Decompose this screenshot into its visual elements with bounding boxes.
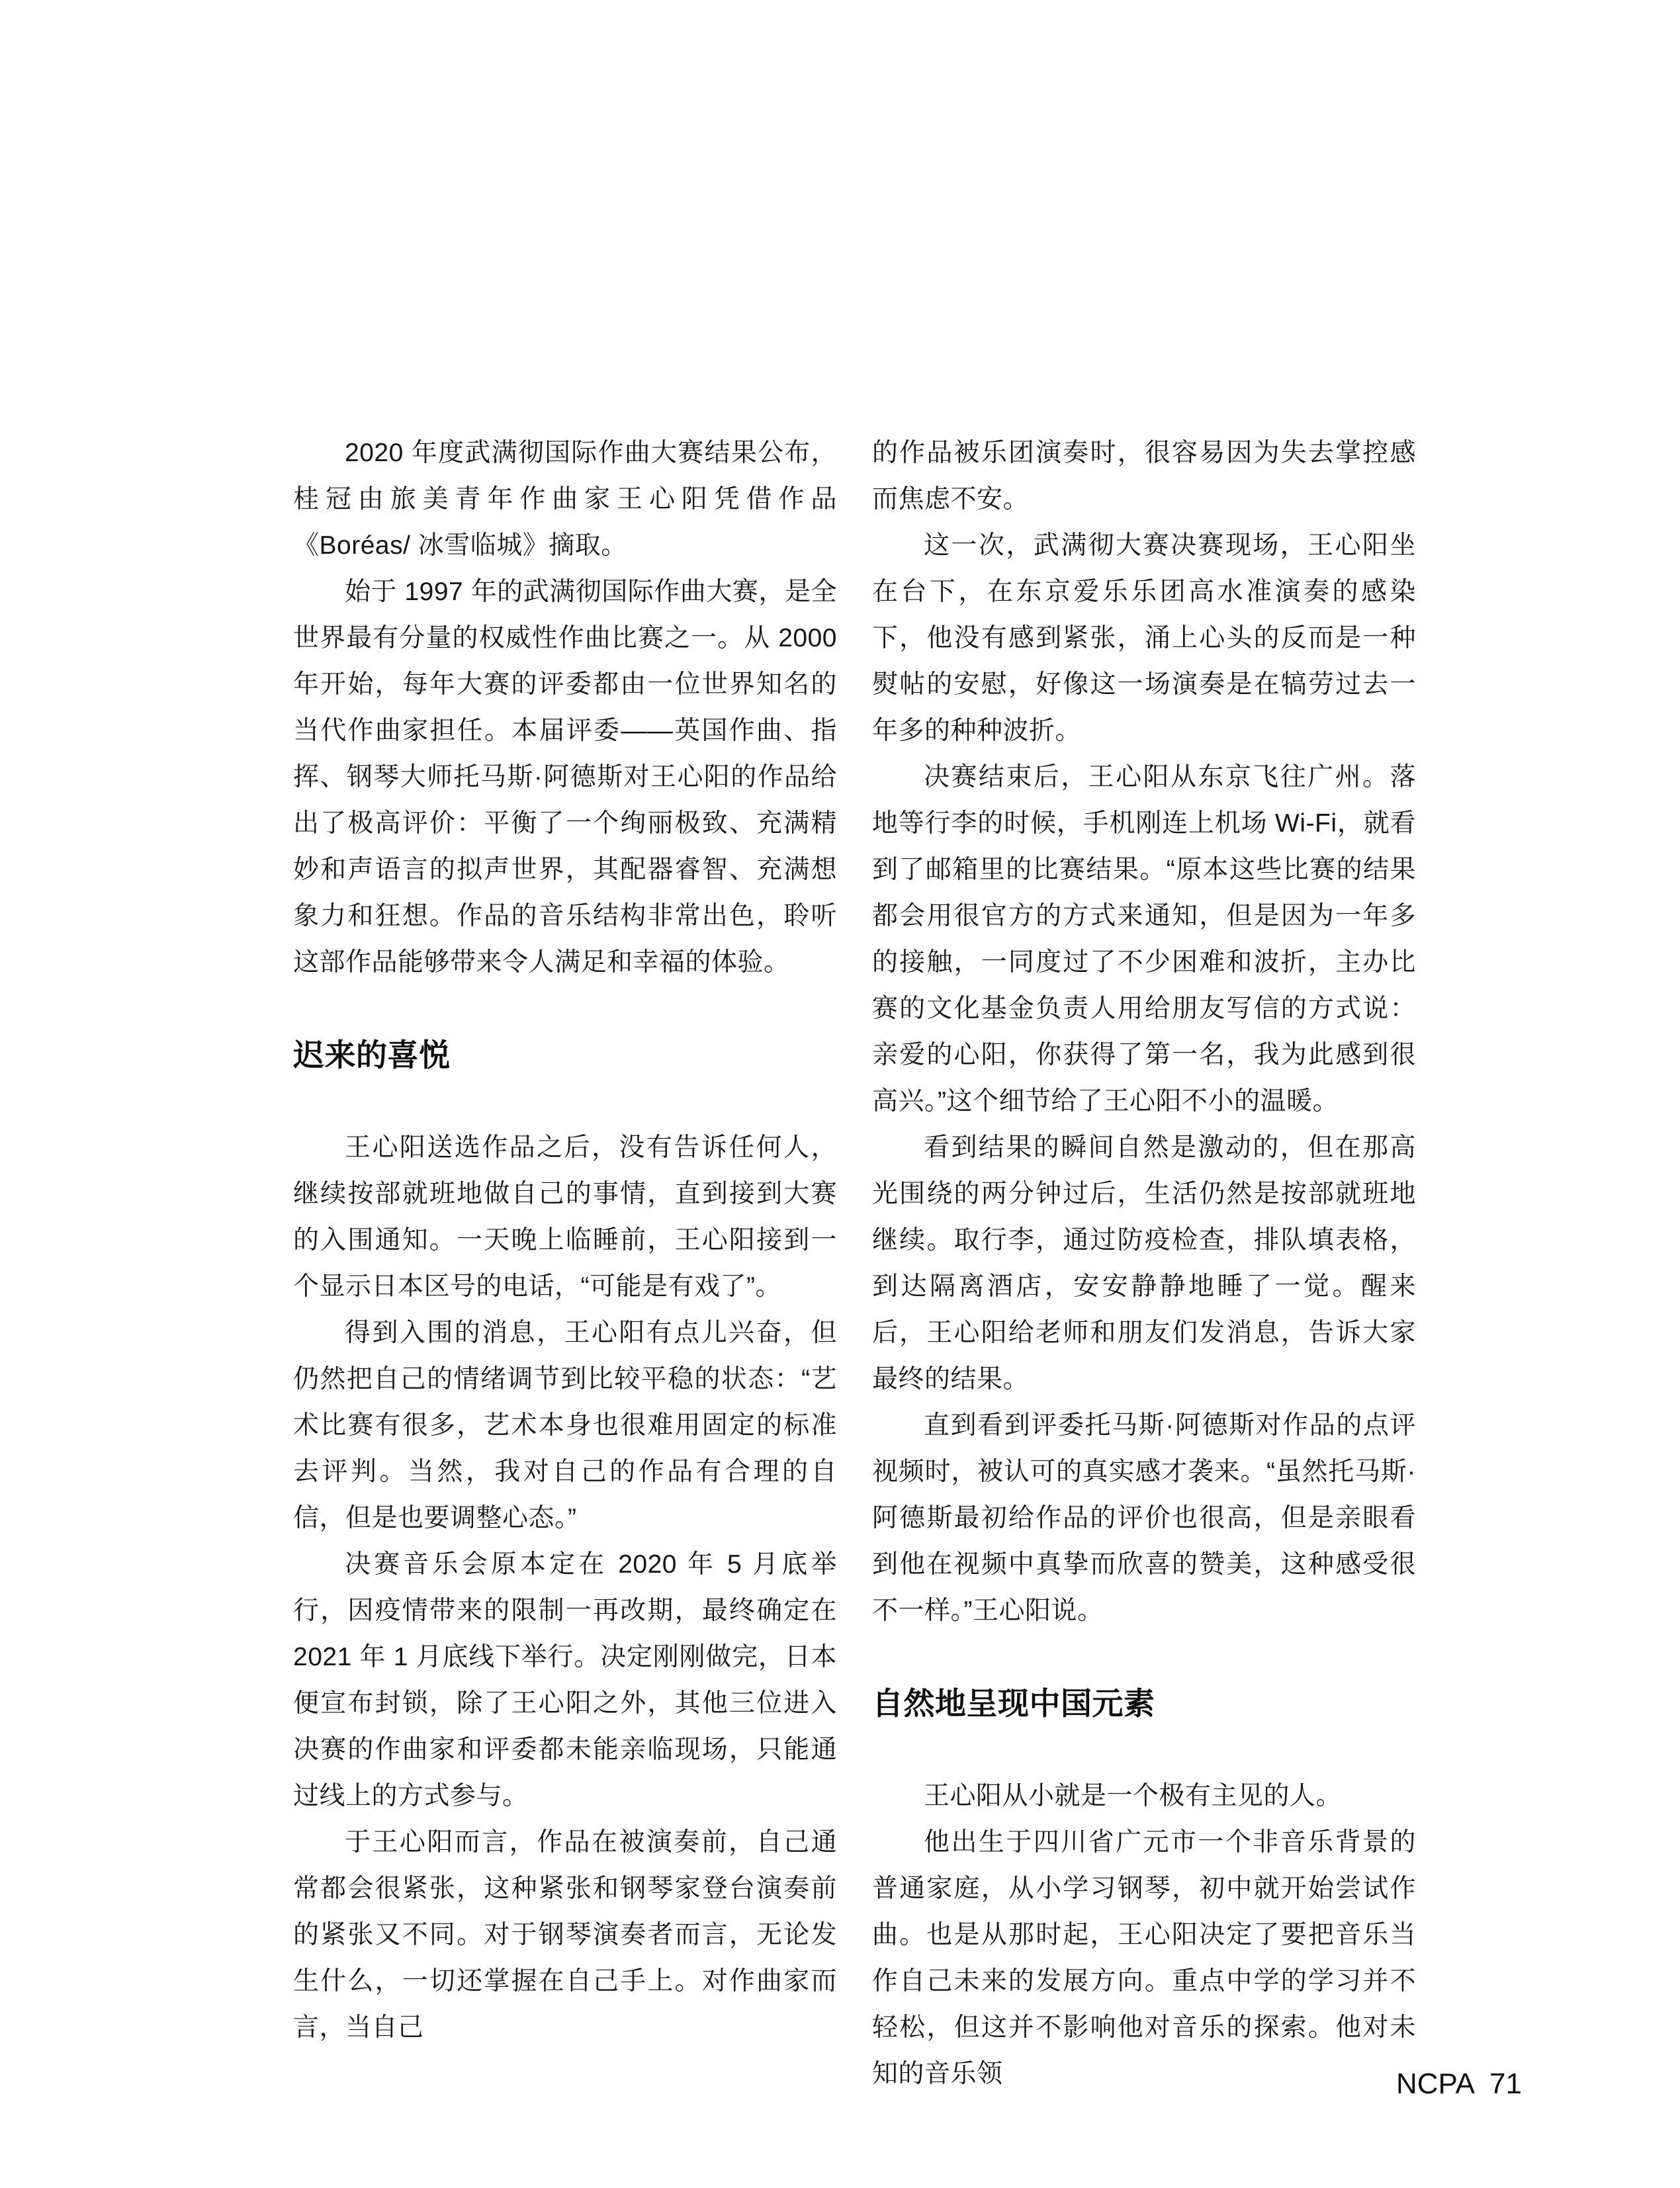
paragraph: 的作品被乐团演奏时，很容易因为失去掌控感而焦虑不安。 [872, 439, 1416, 513]
paragraph: 始于 1997 年的武满彻国际作曲大赛，是全世界最有分量的权威性作曲比赛之一。从 2000 年开始，每年大赛的评委都由一位世界知名的当代作曲家担任。本届评委——英国作曲、指挥、钢琴大师托马斯·阿德斯对王心阳的作品给出了极高评价：平衡了一个绚丽极致、充满精妙和声语言的拟声世界，其配器睿智、充满想象力和狂想。作品的音乐结构非常出色，聆听这部作品能够带来令人满足和幸福的体验。 [293, 578, 837, 977]
paragraph: 直到看到评委托马斯·阿德斯对作品的点评视频时，被认可的真实感才袭来。“虽然托马斯·阿德斯最初给作品的评价也很高，但是亲眼看到他在视频中真挚而欣喜的赞美，这种感受很不一样。”王心阳说。 [872, 1411, 1416, 1625]
paragraph: 决赛音乐会原本定在 2020 年 5 月底举行，因疫情带来的限制一再改期，最终确定在 2021 年 1 月底线下举行。决定刚刚做完，日本便宣布封锁，除了王心阳之外，其他三位进入决赛的作曲家和评委都未能亲临现场，只能通过线上的方式参与。 [293, 1550, 837, 1810]
article-column-right [872, 430, 1416, 2097]
paragraph: 王心阳从小就是一个极有主见的人。 [924, 1782, 1343, 1810]
section-heading: 自然地呈现中国元素 [872, 1686, 1155, 1721]
section-heading: 迟来的喜悦 [293, 1037, 451, 1072]
paragraph: 于王心阳而言，作品在被演奏前，自己通常都会很紧张，这种紧张和钢琴家登台演奏前的紧张又不同。对于钢琴演奏者而言，无论发生什么，一切还掌握在自己手上。对作曲家而言，当自己 [293, 1828, 837, 2042]
paragraph: 决赛结束后，王心阳从东京飞往广州。落地等行李的时候，手机刚连上机场 Wi-Fi，就看到了邮箱里的比赛结果。“原本这些比赛的结果都会用很官方的方式来通知，但是因为一年多的接触，一同度过了不少困难和波折，主办比赛的文化基金负责人用给朋友写信的方式说：亲爱的心阳，你获得了第一名，我为此感到很高兴。”这个细节给了王心阳不小的温暖。 [872, 763, 1416, 1116]
page-number: NCPA 71 [1396, 2068, 1522, 2100]
article-column-left [293, 430, 837, 2051]
paragraph: 得到入围的消息，王心阳有点儿兴奋，但仍然把自己的情绪调节到比较平稳的状态：“艺术比赛有很多，艺术本身也很难用固定的标准去评判。当然，我对自己的作品有合理的自信，但是也要调整心态。” [293, 1319, 837, 1532]
paragraph: 2020 年度武满彻国际作曲大赛结果公布，桂冠由旅美青年作曲家王心阳凭借作品《Boréas/ 冰雪临城》摘取。 [293, 439, 837, 560]
paragraph: 王心阳送选作品之后，没有告诉任何人，继续按部就班地做自己的事情，直到接到大赛的入围通知。一天晚上临睡前，王心阳接到一个显示日本区号的电话，“可能是有戏了”。 [293, 1133, 837, 1301]
paragraph: 他出生于四川省广元市一个非音乐背景的普通家庭，从小学习钢琴，初中就开始尝试作曲。也是从那时起，王心阳决定了要把音乐当作自己未来的发展方向。重点中学的学习并不轻松，但这并不影响他对音乐的探索。他对未知的音乐领 [872, 1828, 1416, 2088]
paragraph: 这一次，武满彻大赛决赛现场，王心阳坐在台下，在东京爱乐乐团高水准演奏的感染下，他没有感到紧张，涌上心头的反而是一种熨帖的安慰，好像这一场演奏是在犒劳过去一年多的种种波折。 [872, 531, 1416, 745]
paragraph: 看到结果的瞬间自然是激动的，但在那高光围绕的两分钟过后，生活仍然是按部就班地继续。取行李，通过防疫检查，排队填表格，到达隔离酒店，安安静静地睡了一觉。醒来后，王心阳给老师和朋友们发消息，告诉大家最终的结果。 [872, 1133, 1416, 1393]
